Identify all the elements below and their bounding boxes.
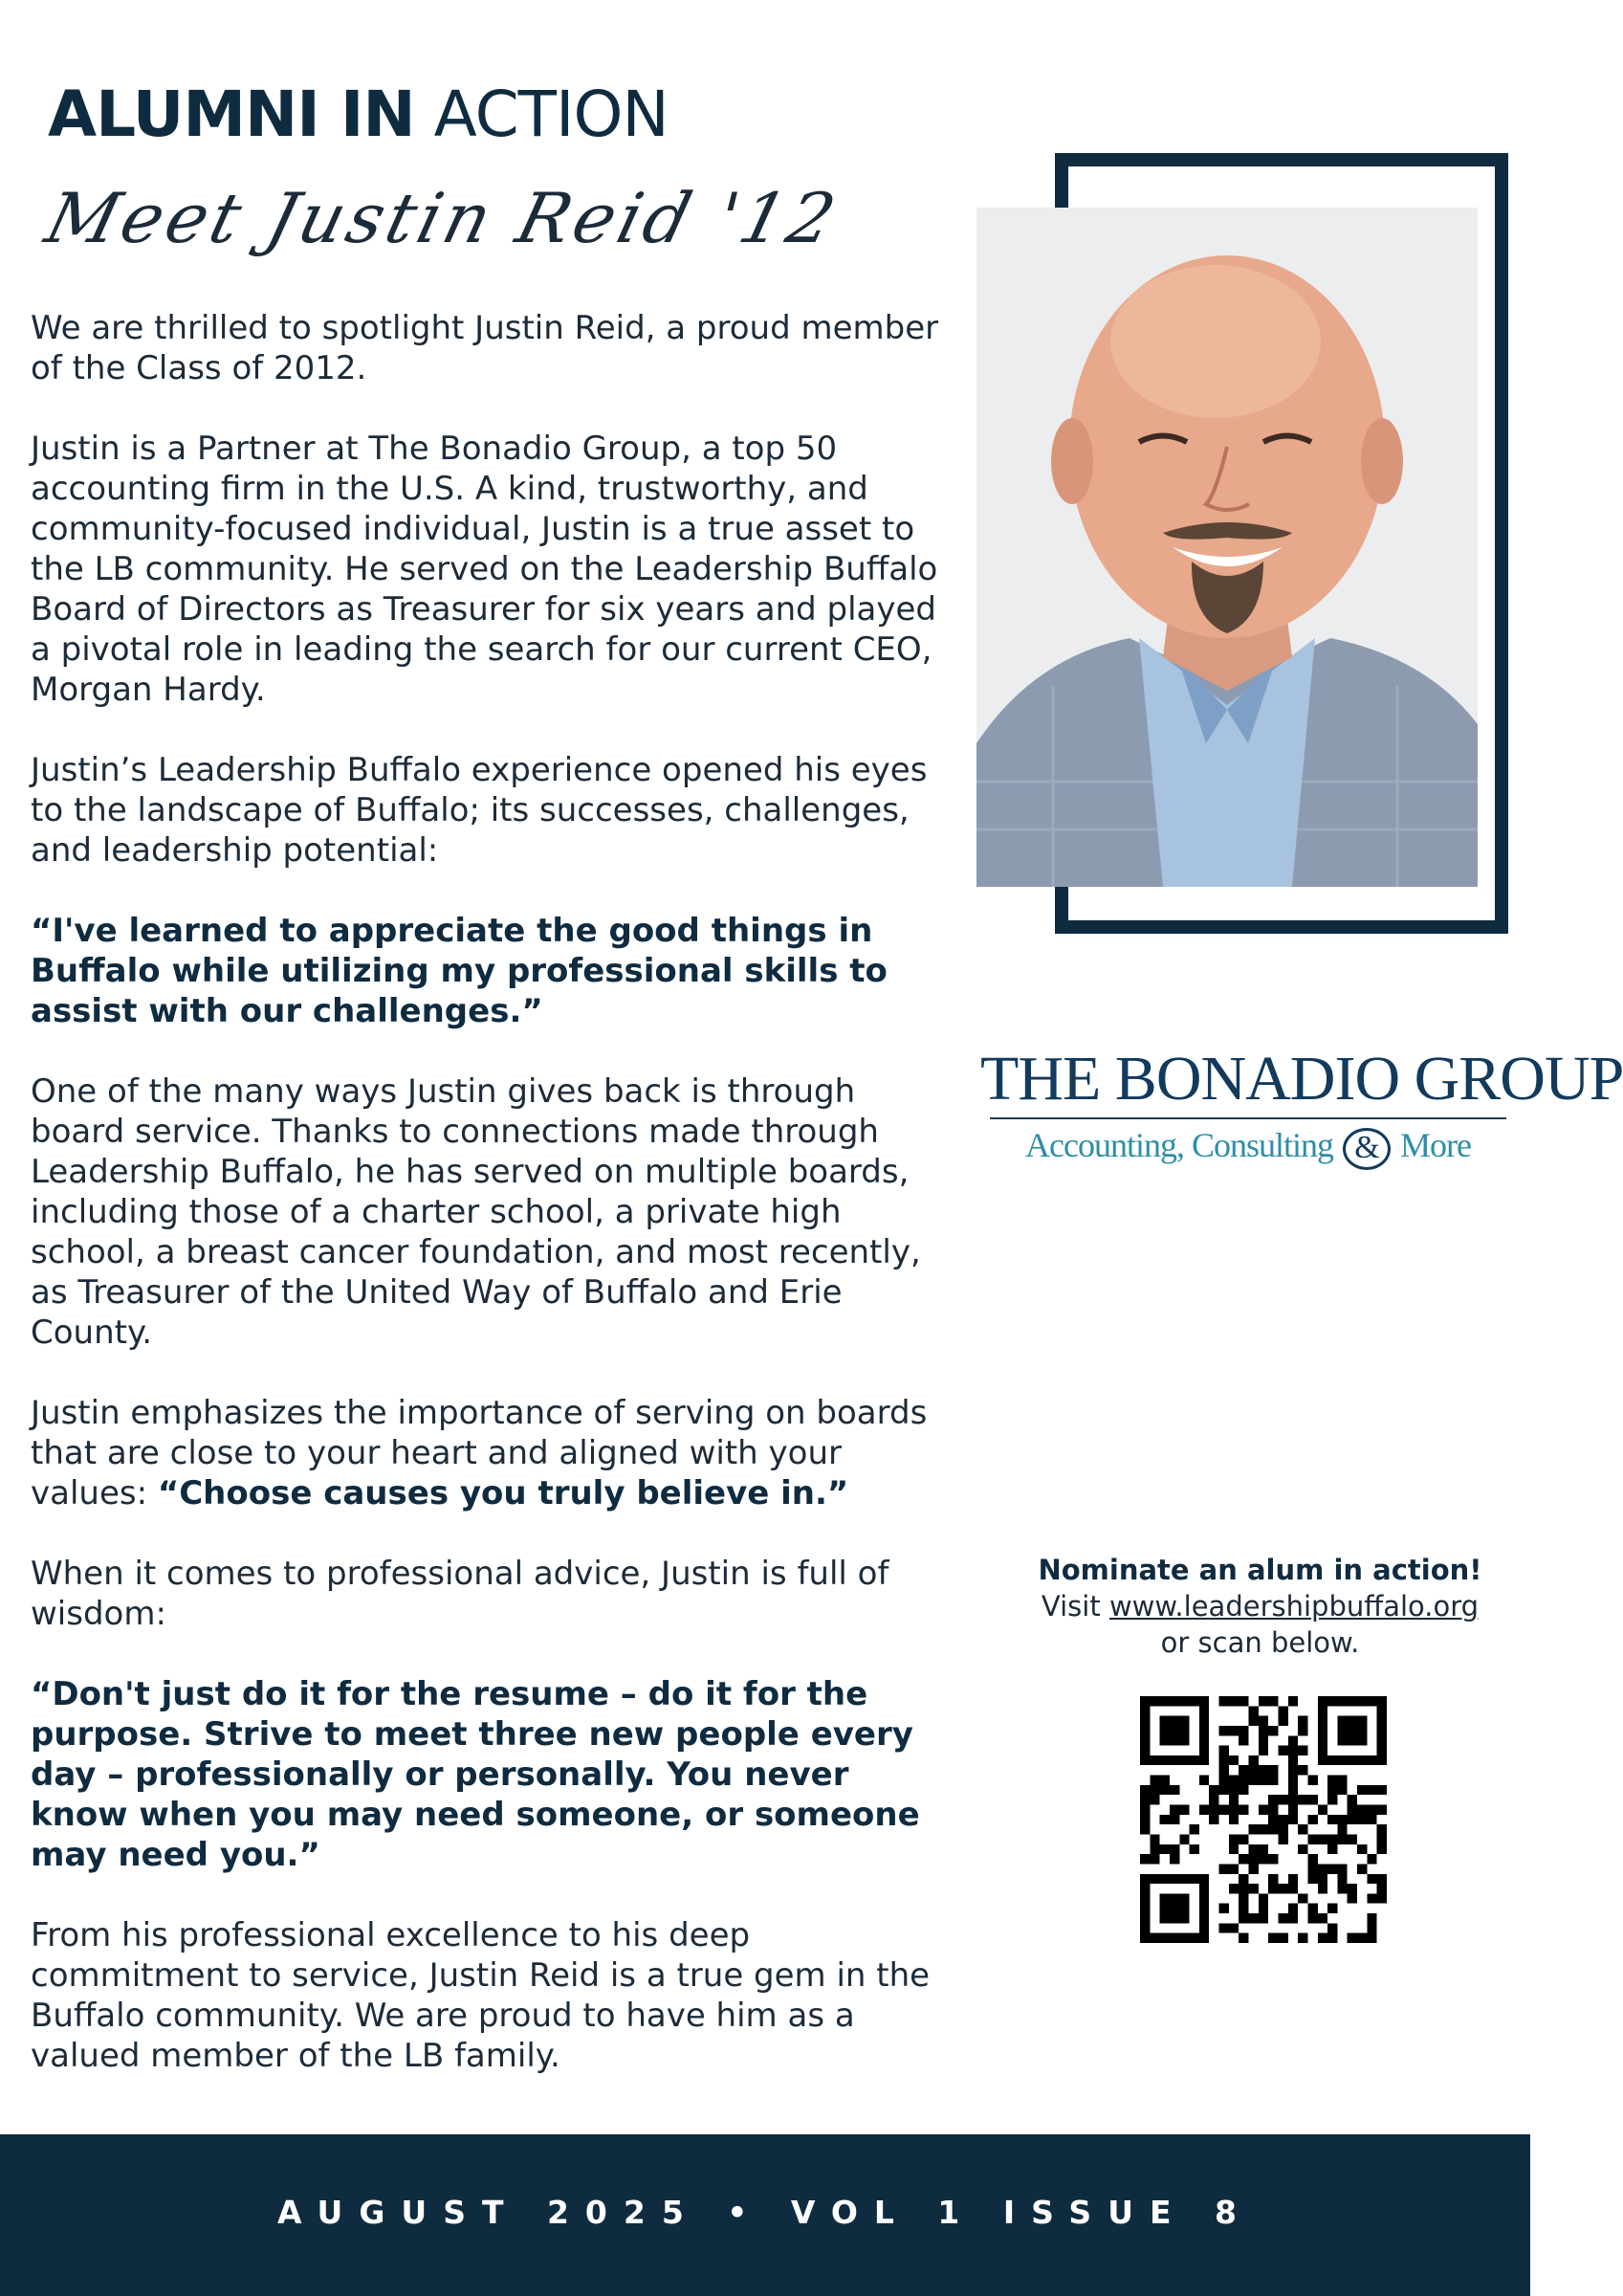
values-paragraph [31, 1393, 954, 1513]
logo-name: THE BONADIO GROUP [980, 1044, 1623, 1114]
issue-label: AUGUST 2025 • VOL 1 ISSUE 8 [277, 2194, 1253, 2231]
intro-paragraph: We are thrilled to spotlight Justin Reid, a proud member of the Class of 2012. [31, 309, 939, 387]
title-light: ACTION [433, 77, 669, 151]
advice-paragraph: When it comes to professional advice, Justin is full of wisdom: [31, 1555, 889, 1633]
logo-divider [990, 1117, 1506, 1119]
ampersand-icon: & [1343, 1128, 1391, 1170]
footer-bar [0, 2134, 1530, 2296]
bio-paragraph: Justin is a Partner at The Bonadio Group, a top 50 accounting firm in the U.S. A kind, trustworthy, and community-focused individual, Justin is a true asset to the LB community. He served on the Leadership Buffalo Board of Directors as Treasurer for six years and played a pivotal role in leading the search for our current CEO, Morgan Hardy. [31, 430, 938, 709]
portrait-illustration [976, 208, 1478, 887]
nominate-headline: Nominate an alum in action! [1038, 1554, 1482, 1586]
portrait-photo [976, 208, 1478, 887]
quote-advice: “Don't just do it for the resume – do it for the purpose. Strive to meet three new people every day – professionally or personally. You never know when you may need someone, or someone may need you.” [31, 1675, 920, 1874]
scan-instruction: or scan below. [1160, 1626, 1360, 1659]
article-body [31, 308, 954, 2116]
boards-paragraph: One of the many ways Justin gives back is through board service. Thanks to connections made through Leadership Buffalo, he has served on multiple boards, including those of a charter school, a private high school, a breast cancer foundation, and most recently, as Treasurer of the United Way of Buffalo and Erie County. [31, 1072, 921, 1352]
experience-paragraph: Justin’s Leadership Buffalo experience opened his eyes to the landscape of Buffalo; its successes, challenges, and leadership potential: [31, 751, 928, 870]
nominate-visit-line [985, 1588, 1535, 1624]
logo-tag-left: Accounting, Consulting [1025, 1126, 1333, 1164]
page-title [48, 78, 669, 151]
nominate-section [985, 1552, 1535, 1661]
title-bold: ALUMNI IN [48, 77, 415, 151]
quote-buffalo: “I've learned to appreciate the good things in Buffalo while utilizing my professional skills to assist with our challenges.” [31, 912, 888, 1030]
closing-paragraph: From his professional excellence to his deep commitment to service, Justin Reid is a true gem in the Buffalo community. We are proud to have him as a valued member of the LB family. [31, 1916, 931, 2075]
values-quote: “Choose causes you truly believe in.” [157, 1474, 849, 1512]
logo-tagline [980, 1125, 1516, 1170]
script-subtitle: Meet Justin Reid '12 [37, 178, 847, 258]
qr-code-icon[interactable] [1140, 1696, 1387, 1943]
logo-tag-right: More [1400, 1126, 1471, 1164]
visit-prefix: Visit [1041, 1590, 1101, 1623]
values-intro: Justin emphasizes the importance of serving on boards that are close to your heart and aligned with your values: [31, 1394, 928, 1512]
bonadio-logo [980, 1043, 1623, 1170]
leadership-buffalo-link[interactable]: www.leadershipbuffalo.org [1108, 1590, 1480, 1623]
